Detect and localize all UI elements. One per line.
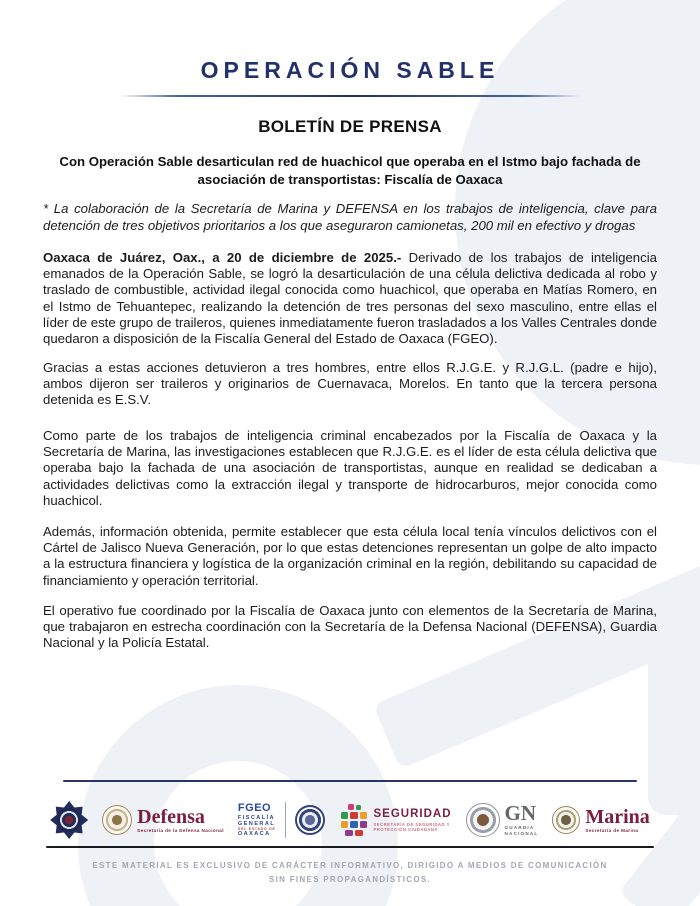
seguridad-emblem-icon [339,804,369,836]
fgeo-line-fiscalia: FISCALÍA [237,814,275,821]
title-underline [120,95,580,97]
headline: Con Operación Sable desarticulan red de huachicol que operaba en el Istmo bajo fachada de asociación de transportistas: Fiscalía de Oaxaca [59,154,641,187]
marina-subtitle: Secretaría de Marina [585,827,639,833]
lead-note-italic: * La colaboración de la Secretaría de Marina y DEFENSA en los trabajos de inteligencia, clave para detención de tres objetivos prioritarios a los que aseguraron camionetas, 200 mil en efectivo y drogas [43,201,657,233]
defensa-seal-icon [102,805,132,835]
gn-line-nacional: NACIONAL [504,831,539,836]
fgeo-line-general: GENERAL [237,821,276,828]
paragraph-1-text: Derivado de los trabajos de inteligencia emanados de la Operación Sable, se logró la desarticulación de una célula delictiva dedicada al robo y traslado de combustible, actividad ilegal conocida como huachicol, que operaba en Matías Romero, en el Istmo de Tehuantepec, realizando la detención de tres personas del sexo masculino, entre ellas el líder de este grupo de traileros, quienes inmediatamente fueron trasladados a los Valles Centrales donde quedaron a disposición de la Fiscalía General del Estado de Oaxaca (FGEO). [43,250,657,347]
marina-logo [552,806,649,834]
gn-eagle-seal-icon [466,803,500,837]
footer-divider-bottom [46,846,654,848]
paragraph-dateline [43,250,657,347]
gn-line-guardia: GUARDIA [504,824,535,830]
fgeo-line-oaxaca: OAXACA [237,831,271,838]
paragraph-3: Como parte de los trabajos de inteligencia criminal encabezados por la Fiscalía de Oaxaca y la Secretaría de Marina, las investigaciones establecen que R.J.G.E. es el líder de esta célula delictiva que operaba bajo la fachada de una asociación de transportistas, aunque en realidad se dedicaban a actividades delictivas como la extracción ilegal y transporte de hidrocarburos, mejor conocida como huachicol. [43,428,657,508]
police-star-badge-icon [50,801,88,839]
fgeo-divider-line [285,802,286,838]
press-release-heading: BOLETÍN DE PRENSA [258,117,442,136]
fgeo-line-estado: DEL ESTADO DE [237,826,276,831]
defensa-logo [102,805,224,835]
disclaimer-line-1: ESTE MATERIAL ES EXCLUSIVO DE CARÁCTER INFORMATIVO, DIRIGIDO A MEDIOS DE COMUNICACIÓN [92,861,608,870]
fgeo-acronym: FGEO [237,802,272,815]
marina-seal-icon [552,806,580,834]
gn-acronym: GN [504,801,537,826]
paragraph-5: El operativo fue coordinado por la Fiscalía de Oaxaca junto con elementos de la Secretaría de Marina, que trabajaron en estrecha coordinación con la Secretaría de la Defensa Nacional (DEFENSA), Guardia Nacional y la Policía Estatal. [43,603,657,651]
marina-wordmark: Marina [585,805,650,828]
operation-title: OPERACIÓN SABLE [200,57,500,83]
fgeo-seal-icon [295,805,325,835]
defensa-subtitle: Secretaría de la Defensa Nacional [137,827,224,833]
guardia-nacional-logo [466,803,539,837]
dateline-bold: Oaxaca de Juárez, Oax., a 20 de diciembre de 2025.- [43,250,402,265]
disclaimer-line-2: SIN FINES PROPAGANDÍSTICOS. [268,875,432,884]
paragraph-2: Gracias a estas acciones detuvieron a tres hombres, entre ellos R.J.G.E. y R.J.G.L. (padre e hijo), ambos dijeron ser traileros y originarios de Cuernavaca, Morelos. En tanto que la tercera persona detenida es E.S.V. [43,360,657,408]
disclaimer-text [0,859,700,887]
seguridad-subtitle-2: PROTECCIÓN CIUDADANA [373,826,438,832]
paragraph-4: Además, información obtenida, permite establecer que esta célula local tenía vínculos delictivos con el Cártel de Jalisco Nueva Generación, por lo que estas detenciones representan un golpe de alto impacto a la estructura financiera y logística de la organización criminal en la región, debilitando su capacidad de financiamiento y operación territorial. [43,524,657,588]
seguridad-wordmark: SEGURIDAD [373,808,452,821]
institution-logos-row [34,797,666,843]
seguridad-logo [339,804,452,836]
seguridad-subtitle-1: SECRETARÍA DE SEGURIDAD Y [373,821,450,827]
footer-divider-top [63,780,637,782]
fgeo-logo [238,802,325,838]
defensa-wordmark: Defensa [137,805,205,828]
